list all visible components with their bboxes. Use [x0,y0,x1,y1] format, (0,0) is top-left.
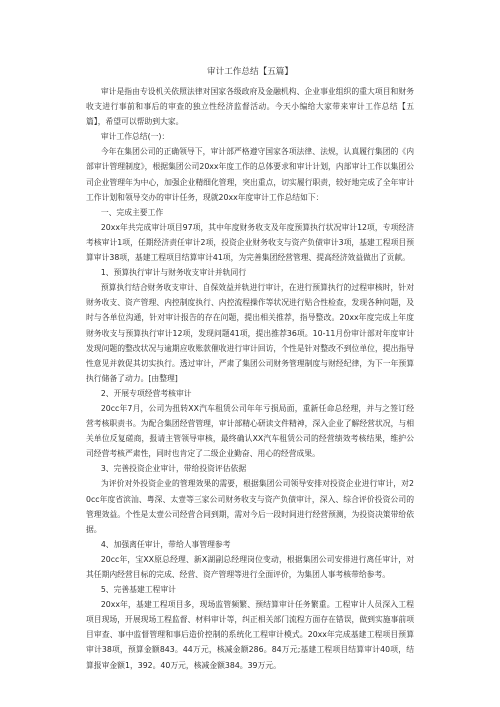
paragraph: 20cc年7月，公司为扭转XX汽车租赁公司年年亏损局面，重新任命总经理，并与之签订经营考核职责书。为配合集团经营管理，审计部精心研读文件精神，深入企业了解经营状况，与相关单位反复磋商，报请主管领导审核，最终确认XX汽车租赁公司的经营绩效考核结果，维护公司经营考核严肃性，同时也肯定了二级企业勤奋、用心的经营成果。 [86,403,414,459]
paragraph: 审计是指由专设机关依照法律对国家各级政府及金融机构、企业事业组织的重大项目和财务收支进行事前和事后的审查的独立性经济监督活动。今天小编给大家带来审计工作总结【五篇】，希望可以帮助到大家。 [86,87,414,127]
section-heading: 3、完善投资企业审计，带给投资评估依据 [100,464,247,474]
section-heading: 1、预算执行审计与财务收支审计并轨同行 [100,268,247,278]
section-heading: 2、开展专项经营考核审计 [100,388,192,398]
paragraph: 预算执行结合财务收支审计、自保效益并轨进行审计，在进行预算执行的过程审核时，针对财务收支、资产管理、内控制度执行、内控流程操作等状况进行贴合性检查，发现各种问题，及时与各单位沟通，针对审计报告的存在问题，提出相关推荐，指导整改。20xx年度完成上年度财务收支与预算执行审计12项，发现问题41项，提出推荐36项。10-11月份审计部对年度审计发现问题的整改状况与逾期应收账款催收进行审计回访，个性是针对整改不到位单位，提出指导性意见并敦促其切实执行。透过审计，严肃了集团公司财务管理制度与财经纪律，为下一年预算执行储备了动力。[由整理] [86,283,414,383]
paragraph: 20cc年，宝XX原总经理、新X湖副总经理岗位变动，根据集团公司安排进行离任审计，对其任期内经营目标的完成、经营、资产管理等进行全面评价，为集团人事考核带给参考。 [86,554,414,579]
section-heading: 审计工作总结(一)： [100,132,170,142]
paragraph: 为评价对外投资企业的管理效果的需要，根据集团公司领导安排对投资企业进行审计，对20cc年度省滨汕、粤深、太壹等三家公司财务收支与资产负债审计，深入、综合评价投资公司的管理效益。个性是太壹公司经营合同到期，需对今后一段时间进行经营预测，为投资决策带给依据。 [86,479,414,534]
section-heading: 5、完善基建工程审计 [100,585,176,595]
document-title: 审计工作总结【五篇】 [207,67,293,77]
paragraph: 20xx年，基建工程项目多，现场监管频繁、预结算审计任务繁重。工程审计人员深入工程项目现场，开展现场工程监督、材料审计等，纠正相关部门流程方面存在错误，做到实施事前项目审查、事中监督管理和事后造价控制的系统化工程审计模式。20xx年完成基建工程项目预算审计38项，预算金额843。44万元，核减金额286。84万元;基建工程项目结算审计40项，结算报审金额1，392。40万元，核减金额384。39万元。 [86,600,414,670]
paragraph: 今年在集团公司的正确领导下，审计部严格遵守国家各项法律、法规，认真履行集团的《内部审计管理制度》，根据集团公司20xx年度工作的总体要求和审计计划，内部审计工作以集团公司企业管理年为中心，加强企业精细化管理，突出重点，切实履行职责，较好地完成了全年审计工作计划和领导交办的审计任务，现就20xx年度审计工作总结如下： [86,147,414,202]
paragraph: 20xx年共完成审计项目97项，其中年度财务收支及年度预算执行状况审计12项，专项经济考核审计1项，任期经济责任审计2项，投资企业财务收支与资产负债审计3项，基建工程项目预算审计38项，基建工程项目结算审计41项，为完善集团经营管理、提高经济效益做出了贡献。 [86,222,414,263]
document-body [86,84,414,673]
section-heading: 4、加强离任审计，带给人事管理参考 [100,539,231,549]
section-heading: 一、完成主要工作 [100,207,164,217]
